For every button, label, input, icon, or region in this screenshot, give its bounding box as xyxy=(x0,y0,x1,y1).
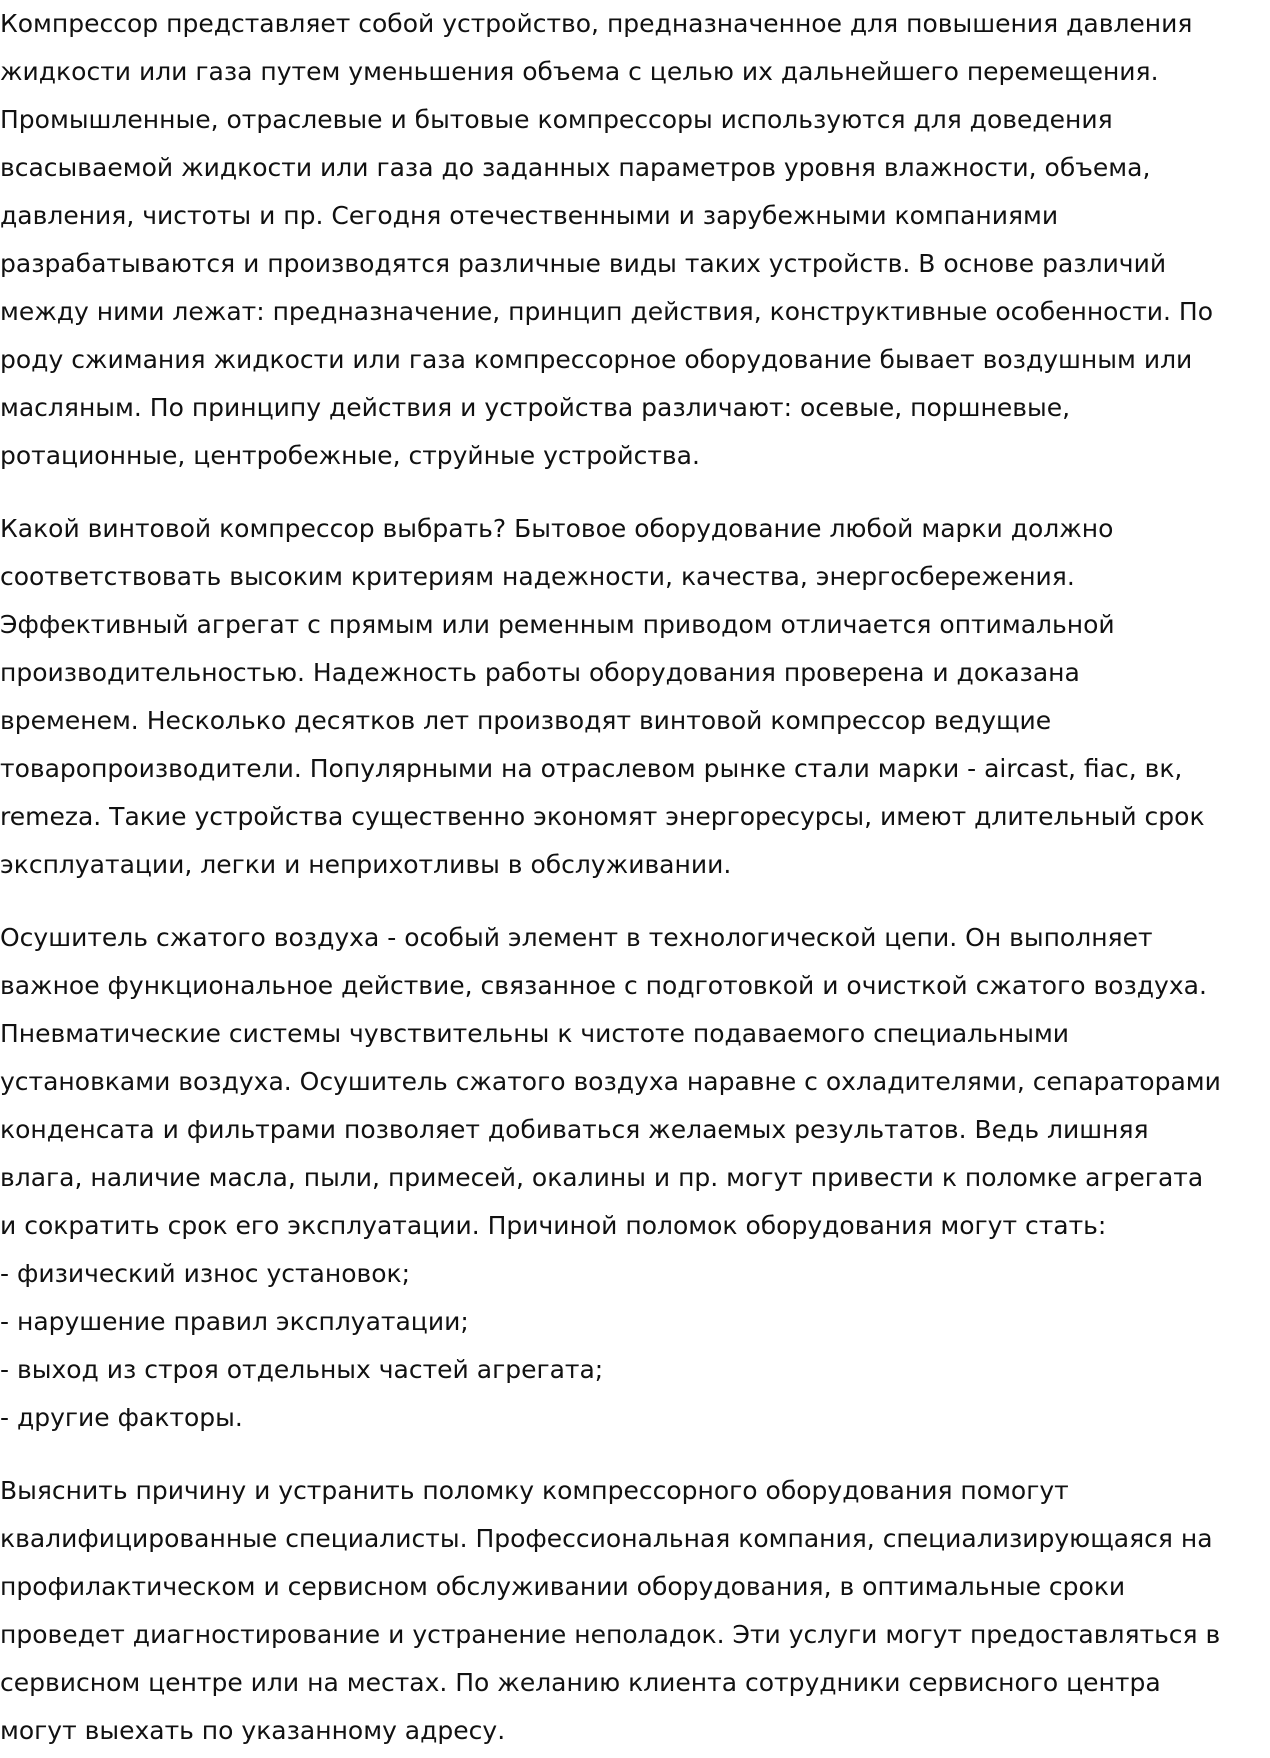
text-line: Пневматические системы чувствительны к чистоте подаваемого специальными xyxy=(0,1019,1070,1048)
list-item: - нарушение правил эксплуатации; xyxy=(0,1307,469,1336)
text-line: и сократить срок его эксплуатации. Причиной поломок оборудования могут стать: xyxy=(0,1211,1107,1240)
text-line: Компрессор представляет собой устройство, предназначенное для повышения давления xyxy=(0,9,1193,38)
text-line: важное функциональное действие, связанное с подготовкой и очисткой сжатого воздуха. xyxy=(0,971,1207,1000)
text-line: влага, наличие масла, пыли, примесей, окалины и пр. могут привести к поломке агрегата xyxy=(0,1163,1204,1192)
text-line: разрабатываются и производятся различные виды таких устройств. В основе различий xyxy=(0,249,1167,278)
text-line: между ними лежат: предназначение, принцип действия, конструктивные особенности. По xyxy=(0,297,1214,326)
text-line: масляным. По принципу действия и устройства различают: осевые, поршневые, xyxy=(0,393,1071,422)
paragraph-service xyxy=(0,1467,1270,1755)
text-line: давления, чистоты и пр. Сегодня отечественными и зарубежными компаниями xyxy=(0,201,1059,230)
list-item: - выход из строя отдельных частей агрегата; xyxy=(0,1355,604,1384)
text-line: всасываемой жидкости или газа до заданных параметров уровня влажности, объема, xyxy=(0,153,1151,182)
text-line: роду сжимания жидкости или газа компрессорное оборудование бывает воздушным или xyxy=(0,345,1193,374)
text-line: временем. Несколько десятков лет производят винтовой компрессор ведущие xyxy=(0,706,1052,735)
text-line: ротационные, центробежные, струйные устройства. xyxy=(0,441,700,470)
text-line: товаропроизводители. Популярными на отраслевом рынке стали марки - aircast, fiac, вк, xyxy=(0,754,1183,783)
text-line: Осушитель сжатого воздуха - особый элемент в технологической цепи. Он выполняет xyxy=(0,923,1153,952)
paragraph-compressor-intro xyxy=(0,0,1270,480)
text-line: могут выехать по указанному адресу. xyxy=(0,1716,506,1745)
text-line: жидкости или газа путем уменьшения объема с целью их дальнейшего перемещения. xyxy=(0,57,1159,86)
text-line: соответствовать высоким критериям надежности, качества, энергосбережения. xyxy=(0,562,1075,591)
text-line: Промышленные, отраслевые и бытовые компрессоры используются для доведения xyxy=(0,105,1113,134)
list-item: - другие факторы. xyxy=(0,1403,243,1432)
text-line: эксплуатации, легки и неприхотливы в обслуживании. xyxy=(0,850,732,879)
text-line: конденсата и фильтрами позволяет добиваться желаемых результатов. Ведь лишняя xyxy=(0,1115,1149,1144)
paragraph-air-dryer xyxy=(0,914,1270,1442)
list-item: - физический износ установок; xyxy=(0,1259,411,1288)
text-line: Какой винтовой компрессор выбрать? Бытовое оборудование любой марки должно xyxy=(0,514,1114,543)
text-line: производительностью. Надежность работы оборудования проверена и доказана xyxy=(0,658,1080,687)
text-line: профилактическом и сервисном обслуживании оборудования, в оптимальные сроки xyxy=(0,1572,1126,1601)
text-line: remeza. Такие устройства существенно экономят энергоресурсы, имеют длительный срок xyxy=(0,802,1205,831)
text-line: установками воздуха. Осушитель сжатого воздуха наравне с охладителями, сепараторами xyxy=(0,1067,1221,1096)
text-line: Эффективный агрегат с прямым или ременным приводом отличается оптимальной xyxy=(0,610,1115,639)
text-line: Выяснить причину и устранить поломку компрессорного оборудования помогут xyxy=(0,1476,1069,1505)
text-line: проведет диагностирование и устранение неполадок. Эти услуги могут предоставляться в xyxy=(0,1620,1221,1649)
text-line: квалифицированные специалисты. Профессиональная компания, специализирующаяся на xyxy=(0,1524,1213,1553)
paragraph-screw-compressor xyxy=(0,505,1270,889)
text-line: сервисном центре или на местах. По желанию клиента сотрудники сервисного центра xyxy=(0,1668,1161,1697)
